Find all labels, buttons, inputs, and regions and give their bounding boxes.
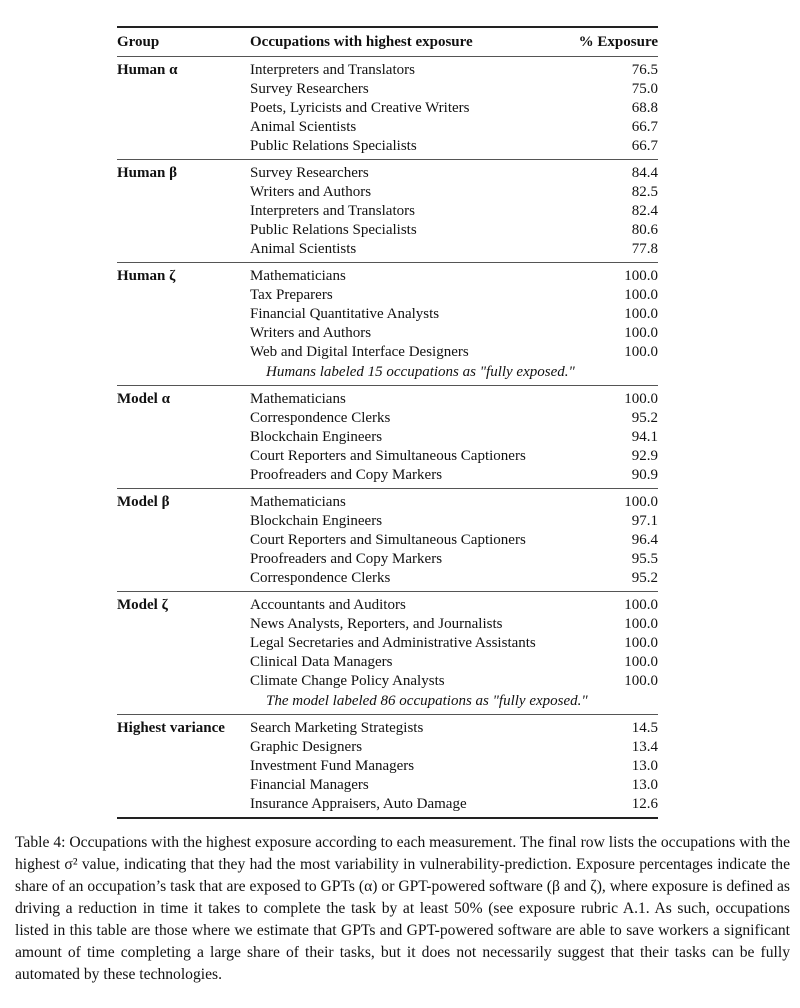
table-row — [117, 164, 658, 183]
exposure-cell: 100.0 — [624, 654, 658, 670]
occupation-cell: Survey Researchers — [250, 81, 369, 97]
exposure-cell: 77.8 — [631, 241, 658, 257]
exposure-cell: 66.7 — [631, 119, 658, 135]
table-row — [117, 634, 658, 653]
occupation-cell: Mathematicians — [250, 494, 346, 510]
occupation-cell: Blockchain Engineers — [250, 513, 383, 529]
table-row — [117, 409, 658, 428]
table-group — [117, 592, 658, 714]
exposure-cell: 82.4 — [631, 203, 658, 219]
table-row — [117, 447, 658, 466]
table-row — [117, 240, 658, 259]
occupation-cell: Correspondence Clerks — [250, 410, 391, 426]
occupation-cell: Animal Scientists — [250, 241, 357, 257]
exposure-cell: 96.4 — [631, 532, 658, 548]
table-row — [117, 653, 658, 672]
bottom-rule — [117, 817, 658, 819]
occupation-cell: Proofreaders and Copy Markers — [250, 467, 443, 483]
group-name: Model ζ — [117, 597, 168, 613]
table-row — [117, 305, 658, 324]
occupation-cell: Tax Preparers — [250, 287, 333, 303]
occupation-cell: Interpreters and Translators — [250, 62, 415, 78]
table-row — [117, 286, 658, 305]
table-row — [117, 466, 658, 485]
table-row — [117, 615, 658, 634]
occupation-cell: Correspondence Clerks — [250, 570, 391, 586]
occupation-cell: Court Reporters and Simultaneous Captioners — [250, 532, 526, 548]
occupation-cell: Insurance Appraisers, Auto Damage — [250, 796, 467, 812]
exposure-cell: 92.9 — [631, 448, 658, 464]
exposure-cell: 100.0 — [624, 616, 658, 632]
table-row — [117, 795, 658, 814]
header-occupations: Occupations with highest exposure — [250, 33, 473, 50]
exposure-cell: 84.4 — [631, 165, 658, 181]
table-row — [117, 118, 658, 137]
table-row — [117, 512, 658, 531]
exposure-cell: 13.0 — [631, 777, 658, 793]
table-row — [117, 569, 658, 588]
header-exposure: % Exposure — [578, 33, 658, 50]
table-row — [117, 596, 658, 615]
occupation-cell: Climate Change Policy Analysts — [250, 673, 445, 689]
occupation-cell: Financial Managers — [250, 777, 369, 793]
table-row — [117, 99, 658, 118]
occupation-cell: Interpreters and Translators — [250, 203, 415, 219]
exposure-cell: 68.8 — [631, 100, 658, 116]
exposure-cell: 76.5 — [631, 62, 658, 78]
occupation-cell: News Analysts, Reporters, and Journalists — [250, 616, 503, 632]
exposure-cell: 82.5 — [631, 184, 658, 200]
occupation-cell: Animal Scientists — [250, 119, 357, 135]
exposure-cell: 80.6 — [631, 222, 658, 238]
occupation-cell: Mathematicians — [250, 391, 346, 407]
occupation-cell: Public Relations Specialists — [250, 138, 417, 154]
exposure-cell: 100.0 — [624, 287, 658, 303]
table-row — [117, 343, 658, 362]
table-group — [117, 489, 658, 591]
exposure-cell: 12.6 — [631, 796, 658, 812]
occupation-cell: Accountants and Auditors — [250, 597, 406, 613]
table-group — [117, 386, 658, 488]
occupation-cell: Public Relations Specialists — [250, 222, 417, 238]
exposure-table — [117, 26, 658, 819]
group-name: Model β — [117, 494, 170, 510]
exposure-cell: 100.0 — [624, 494, 658, 510]
table-group — [117, 57, 658, 159]
exposure-cell: 95.2 — [631, 570, 658, 586]
occupation-cell: Writers and Authors — [250, 184, 372, 200]
table-row — [117, 672, 658, 691]
exposure-cell: 100.0 — [624, 635, 658, 651]
occupation-cell: Poets, Lyricists and Creative Writers — [250, 100, 470, 116]
header-group: Group — [117, 33, 160, 50]
exposure-cell: 94.1 — [631, 429, 658, 445]
exposure-cell: 66.7 — [631, 138, 658, 154]
table-body — [117, 56, 658, 817]
table-group — [117, 160, 658, 262]
exposure-cell: 100.0 — [624, 391, 658, 407]
group-name: Human ζ — [117, 268, 176, 284]
table-row — [117, 202, 658, 221]
table-row — [117, 137, 658, 156]
occupation-cell: Financial Quantitative Analysts — [250, 306, 440, 322]
table-row — [117, 757, 658, 776]
occupation-cell: Proofreaders and Copy Markers — [250, 551, 443, 567]
exposure-cell: 100.0 — [624, 325, 658, 341]
occupation-cell: Search Marketing Strategists — [250, 720, 424, 736]
group-note: Humans labeled 15 occupations as "fully exposed." — [266, 364, 575, 380]
table-row — [117, 390, 658, 409]
group-name: Highest variance — [117, 720, 225, 736]
table-row — [117, 221, 658, 240]
table-row — [117, 738, 658, 757]
table-group — [117, 263, 658, 385]
exposure-cell: 100.0 — [624, 306, 658, 322]
occupation-cell: Investment Fund Managers — [250, 758, 415, 774]
exposure-cell: 95.5 — [631, 551, 658, 567]
occupation-cell: Writers and Authors — [250, 325, 372, 341]
table-row — [117, 719, 658, 738]
group-name: Human α — [117, 62, 178, 78]
table-row — [117, 493, 658, 512]
occupation-cell: Web and Digital Interface Designers — [250, 344, 469, 360]
occupation-cell: Court Reporters and Simultaneous Captioners — [250, 448, 526, 464]
exposure-cell: 97.1 — [631, 513, 658, 529]
exposure-cell: 13.4 — [631, 739, 658, 755]
exposure-cell: 13.0 — [631, 758, 658, 774]
table-row — [117, 776, 658, 795]
table-row — [117, 550, 658, 569]
exposure-cell: 100.0 — [624, 673, 658, 689]
table-group — [117, 715, 658, 817]
group-note: The model labeled 86 occupations as "fully exposed." — [266, 693, 588, 709]
table-row — [117, 61, 658, 80]
table-row — [117, 428, 658, 447]
group-name: Model α — [117, 391, 170, 407]
exposure-cell: 100.0 — [624, 344, 658, 360]
table-row — [117, 267, 658, 286]
exposure-cell: 100.0 — [624, 268, 658, 284]
occupation-cell: Graphic Designers — [250, 739, 363, 755]
table-caption: Table 4: Occupations with the highest exposure according to each measurement. The final row lists the occupations with the highest σ² value, indicating that they had the most variability in vulnerability-prediction. Exposure percentages indicate the share of an occupation’s task that are exposed to GPTs (α) or GPT-powered software (β and ζ), where exposure is defined as driving a reduction in time it takes to complete the task by at least 50% (see exposure rubric A.1. As such, occupations listed in this table are those where we estimate that GPTs and GPT-powered software are able to save workers a significant amount of time completing a large share of their tasks, but it does not necessarily suggest that their tasks can be fully automated by these technologies. — [15, 834, 790, 983]
exposure-cell: 90.9 — [631, 467, 658, 483]
table-row — [117, 80, 658, 99]
occupation-cell: Blockchain Engineers — [250, 429, 383, 445]
occupation-cell: Legal Secretaries and Administrative Assistants — [250, 635, 536, 651]
exposure-cell: 95.2 — [631, 410, 658, 426]
table-header — [117, 28, 658, 56]
exposure-cell: 75.0 — [631, 81, 658, 97]
table-row — [117, 324, 658, 343]
exposure-cell: 14.5 — [631, 720, 658, 736]
table-row — [117, 183, 658, 202]
exposure-cell: 100.0 — [624, 597, 658, 613]
table-row — [117, 531, 658, 550]
occupation-cell: Clinical Data Managers — [250, 654, 393, 670]
occupation-cell: Mathematicians — [250, 268, 346, 284]
occupation-cell: Survey Researchers — [250, 165, 369, 181]
group-name: Human β — [117, 165, 177, 181]
